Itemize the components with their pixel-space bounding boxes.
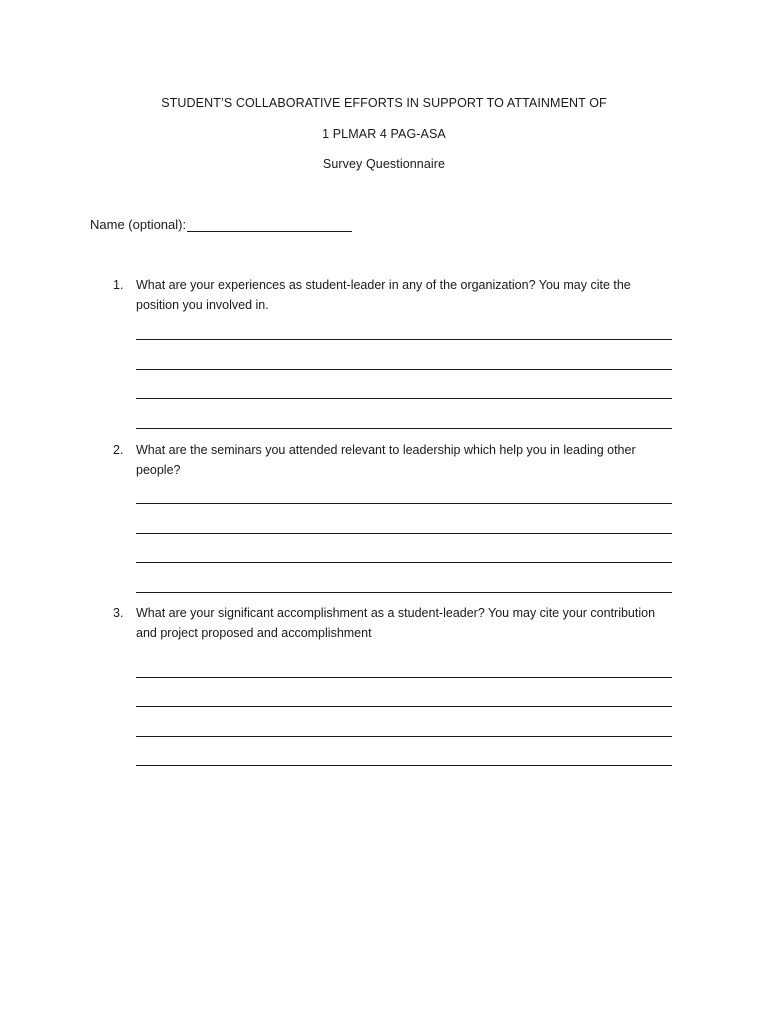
- name-field-label: Name (optional):: [90, 217, 187, 232]
- document-subtitle: 1 PLMAR 4 PAG-ASA: [322, 127, 446, 141]
- answer-line-q3-4[interactable]: [136, 765, 672, 766]
- question-2-number: 2.: [113, 443, 124, 457]
- document-title: STUDENT’S COLLABORATIVE EFFORTS IN SUPPORT TO ATTAINMENT OF: [161, 96, 607, 110]
- answer-line-q1-1[interactable]: [136, 339, 672, 340]
- name-field-blank[interactable]: [187, 217, 352, 232]
- question-1: [113, 276, 673, 315]
- question-2-text: What are the seminars you attended relevant to leadership which help you in leading other people?: [136, 443, 636, 477]
- name-field-row: [90, 217, 352, 232]
- answer-line-q2-3[interactable]: [136, 562, 672, 563]
- answer-line-q3-3[interactable]: [136, 736, 672, 737]
- answer-line-q1-3[interactable]: [136, 398, 672, 399]
- answer-line-q3-2[interactable]: [136, 706, 672, 707]
- answer-line-q2-2[interactable]: [136, 533, 672, 534]
- question-3: [113, 604, 673, 643]
- answer-line-q1-4[interactable]: [136, 428, 672, 429]
- question-1-number: 1.: [113, 278, 124, 292]
- answer-line-q1-2[interactable]: [136, 369, 672, 370]
- answer-line-q3-1[interactable]: [136, 677, 672, 678]
- answer-line-q2-1[interactable]: [136, 503, 672, 504]
- document-type: Survey Questionnaire: [322, 157, 446, 171]
- question-3-number: 3.: [113, 606, 124, 620]
- question-2: [113, 441, 673, 480]
- question-1-text: What are your experiences as student-leader in any of the organization? You may cite the position you involved in.: [136, 278, 631, 312]
- question-3-text: What are your significant accomplishment as a student-leader? You may cite your contribution and project proposed and accomplishment: [136, 606, 656, 640]
- answer-line-q2-4[interactable]: [136, 592, 672, 593]
